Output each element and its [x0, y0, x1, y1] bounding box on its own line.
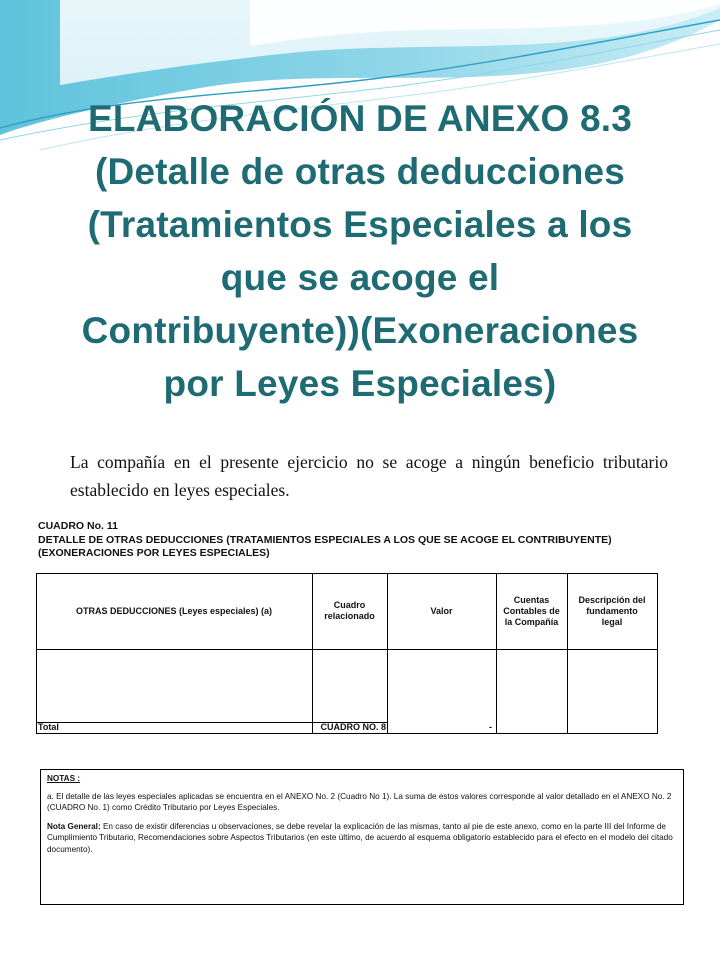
note-a: a. El detalle de las leyes especiales aplicadas se encuentra en el ANEXO No. 2 (Cuadro No 1). La suma de estos valores corresponde al valor detallado en el ANEXO No. 2 (CUADRO No. 1) como Crédito Tributario por Leyes Especiales.	[47, 791, 672, 812]
col-header-cuadro: Cuadro relacionado	[324, 600, 375, 621]
note-general	[47, 821, 677, 856]
cuadro-subtitle: (EXONERACIONES POR LEYES ESPECIALES)	[38, 547, 270, 559]
spreadsheet-image	[30, 516, 690, 910]
slide-title	[20, 92, 700, 410]
notes-box	[40, 769, 684, 905]
table-rule	[657, 573, 658, 734]
col-header-cuentas: Cuentas Contables de la Compañía	[503, 594, 560, 627]
deductions-table	[36, 573, 688, 751]
total-label: Total	[38, 722, 59, 732]
intro-paragraph: La compañía en el presente ejercicio no se acoge a ningún beneficio tributario establecido en leyes especiales.	[70, 452, 668, 500]
slide-title-line: Contribuyente))(Exoneraciones	[81, 310, 639, 351]
cuadro-header	[38, 520, 612, 561]
total-valor: -	[489, 722, 492, 732]
slide-title-line: que se acoge el	[220, 257, 500, 298]
cuadro-subtitle: DETALLE DE OTRAS DEDUCCIONES (TRATAMIENTOS ESPECIALES A LOS QUE SE ACOGE EL CONTRIBUYENTE)	[38, 533, 612, 546]
col-header-valor: Valor	[430, 605, 453, 616]
slide-title-line: ELABORACIÓN DE ANEXO 8.3	[87, 98, 633, 139]
col-header-descripcion: Descripción del fundamento legal	[578, 594, 646, 627]
table-rule	[36, 649, 657, 650]
col-header-otras-deducciones: OTRAS DEDUCCIONES (Leyes especiales) (a)	[75, 605, 273, 616]
slide-title-line: (Tratamientos Especiales a los	[87, 204, 633, 245]
note-general-text: En caso de existir diferencias u observaciones, se debe revelar la explicación de las mismas, tanto al pie de este anexo, como en la parte III del Informe de Cumplimiento Tributario, Recomendaciones sobre Aspectos Tributarios (en este último, de acuerdo al esquema obligatorio establecido para el efecto en el modelo del citado documento).	[47, 821, 673, 854]
total-cuadro: CUADRO NO. 8	[320, 722, 386, 732]
table-rule	[496, 733, 657, 734]
notes-title: NOTAS :	[47, 774, 81, 783]
table-rule	[36, 733, 496, 734]
cuadro-title: CUADRO No. 11	[38, 520, 118, 532]
slide-title-line: por Leyes Especiales)	[163, 363, 557, 404]
note-general-label: Nota General:	[47, 821, 101, 831]
slide-title-line: (Detalle de otras deducciones	[94, 151, 626, 192]
